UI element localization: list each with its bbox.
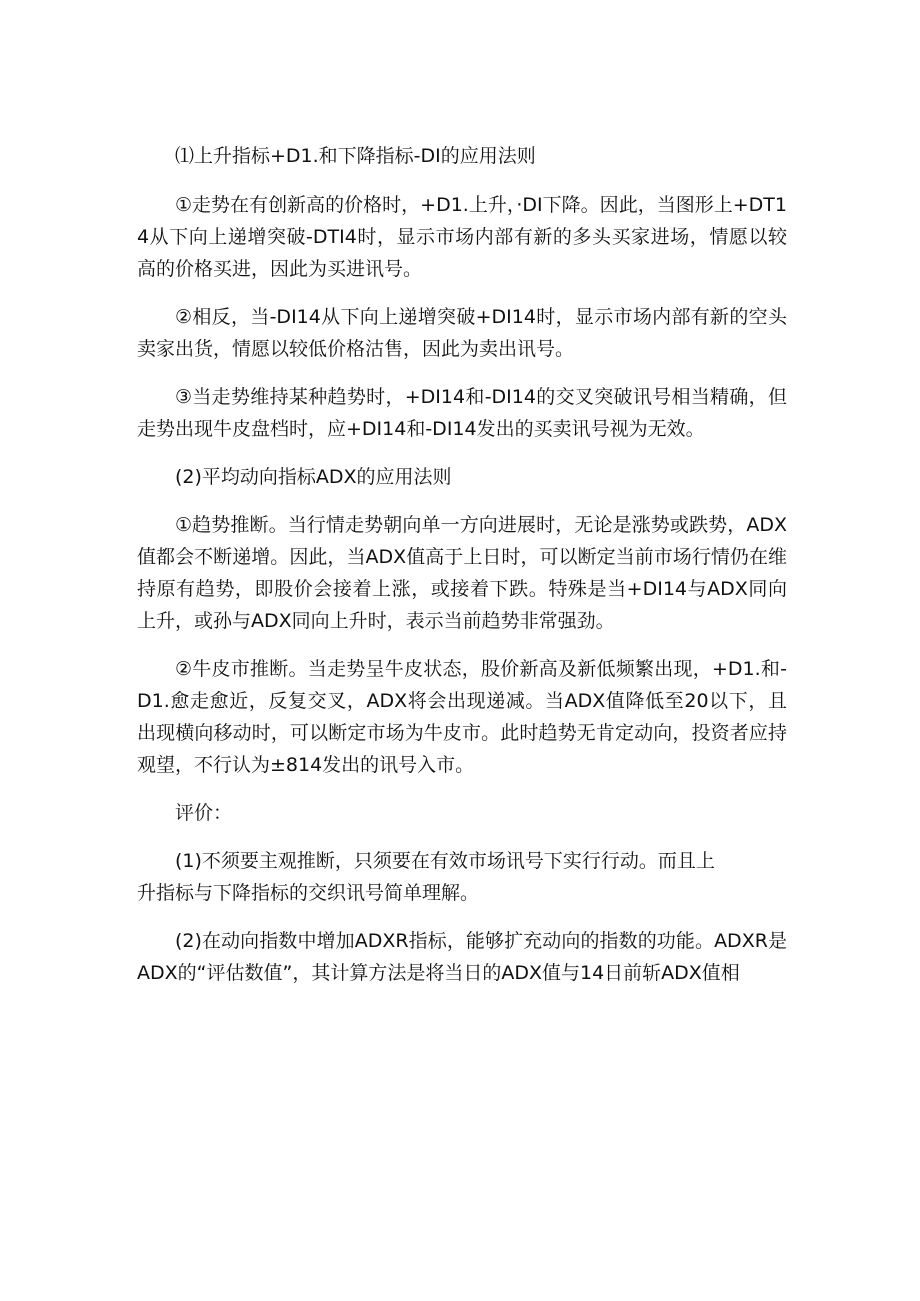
paragraph-adx-rule-2: ②牛皮市推断。当走势呈牛皮状态，股价新高及新低频繁出现，+D1.和-D1.愈走愈近，反复交叉，ADX将会出现递减。当ADX值降低至20以下，且出现横向移动时，可以断定市场为牛皮市。此时趋势无肯定动向，投资者应持观望，不行认为±814发出的讯号入市。: [137, 658, 787, 776]
paragraph-evaluation-2: (2)在动向指数中增加ADXR指标，能够扩充动向的指数的功能。ADXR是ADX的“评估数值”，其计算方法是将当日的ADX值与14日前斩ADX值相: [137, 930, 787, 984]
document-body: [137, 140, 787, 989]
paragraph-adx-rule-1: ①趋势推断。当行情走势朝向单一方向进展时，无论是涨势或跌势，ADX值都会不断递增。因此，当ADX值高于上日时，可以断定当前市场行情仍在维持原有趋势，即股价会接着上涨，或接着下跌。特殊是当+DI14与ADX同向上升，或孙与ADX同向上升时，表示当前趋势非常强劲。: [137, 514, 787, 632]
section-heading-evaluation: 评价：: [175, 802, 233, 824]
paragraph-di-rule-2: ②相反，当-DI14从下向上递增突破+DI14时，显示市场内部有新的空头卖家出货，情愿以较低价格沽售，因此为卖出讯号。: [137, 306, 787, 360]
section-heading-adx-rules: (2)平均动向指标ADX的应用法则: [175, 466, 452, 488]
paragraph-di-rule-3: ③当走势维持某种趋势时，+DI14和-DI14的交叉突破讯号相当精确，但走势出现牛皮盘档时，应+DI14和-DI14发出的买卖讯号视为无效。: [137, 386, 787, 440]
paragraph-di-rule-1: ①走势在有创新高的价格时，+D1.上升，·DI下降。因此，当图形上+DT14从下向上递增突破-DTI4时，显示市场内部有新的多头买家进场，情愿以较高的价格买进，因此为买进讯号。: [137, 194, 787, 280]
section-heading-di-rules: ⑴上升指标+D1.和下降指标-DI的应用法则: [175, 145, 536, 167]
paragraph-evaluation-1: (1)不须要主观推断，只须要在有效市场讯号下实行行动。而且上 升指标与下降指标的交织讯号简单理解。: [137, 850, 715, 904]
